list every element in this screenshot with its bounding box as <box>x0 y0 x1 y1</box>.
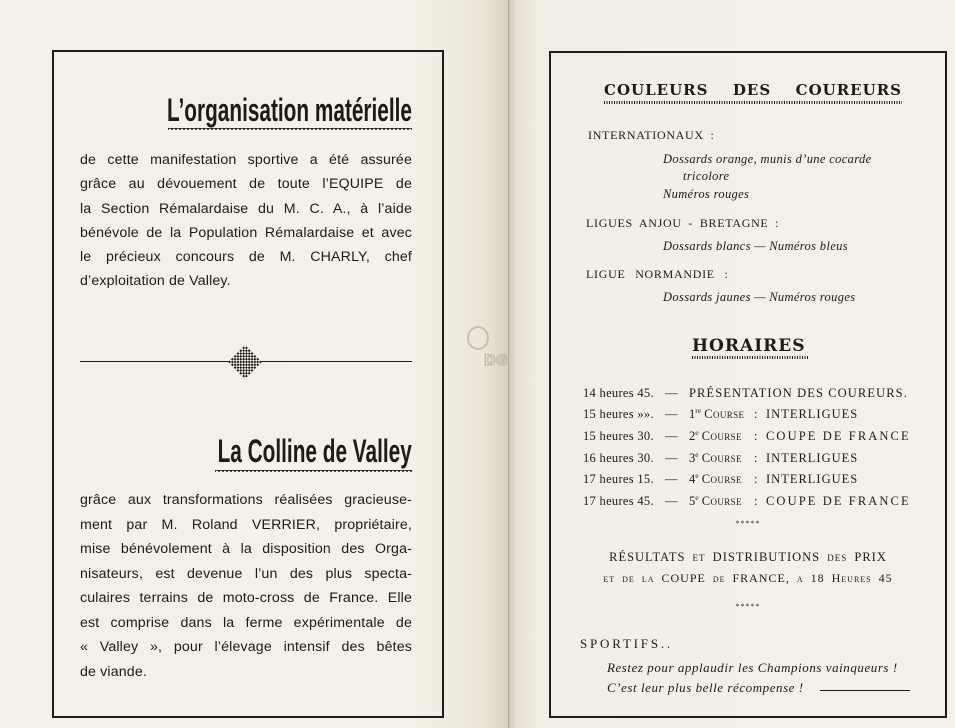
schedule-event: PRÉSENTATION DES COUREURS. <box>689 386 908 400</box>
schedule-row <box>583 450 918 466</box>
group-label: INTERNATIONAUX : <box>588 128 715 142</box>
course-num: 3 <box>689 451 696 465</box>
course-word: Course <box>704 407 745 421</box>
results-word: des <box>827 550 848 564</box>
text-line: grâce au dévouement de toute l’EQUIPE de <box>80 176 412 193</box>
course-num: 1 <box>689 407 696 421</box>
course-word: Course <box>701 429 742 443</box>
colors-title-underline <box>604 101 902 104</box>
stamp-logo-icon <box>467 326 489 350</box>
text-line: d’exploitation de Valley. <box>80 273 231 290</box>
group-detail: tricolore <box>683 169 730 183</box>
text-line: « Valley », pour l’élevage intensif des bêtes <box>80 639 412 655</box>
text-line: de cette manifestation sportive a été assurée <box>80 152 412 168</box>
text-line: de viande. <box>80 663 147 680</box>
schedule-dash: — <box>665 451 678 465</box>
asterisk-separator: ***** <box>735 519 761 528</box>
schedule-dash: — <box>665 407 678 421</box>
course-num: 5 <box>689 494 696 508</box>
results-word: et de la <box>603 571 655 585</box>
text-line: la Section Rémalardaise du M. C. A., à l’aide <box>80 200 412 217</box>
text-line: bénévole de la Population Rémalardaise et avec <box>80 224 412 241</box>
schedule-row <box>583 428 918 444</box>
text-line: est comprise dans la ferme expérimentale de <box>80 614 412 631</box>
schedule-event: INTERLIGUES <box>766 472 859 486</box>
course-number <box>689 471 742 487</box>
schedule-time: 16 heures 30. <box>583 451 654 465</box>
schedule-event: INTERLIGUES <box>766 451 859 465</box>
schedule-time: 15 heures »». <box>583 407 654 421</box>
colline-paragraph <box>80 488 412 684</box>
text-line: ment par M. Roland VERRIER, propriétaire, <box>80 516 412 533</box>
schedule-title-underline <box>692 356 808 359</box>
schedule-row <box>583 493 918 509</box>
group-detail: Dossards jaunes — Numéros rouges <box>663 290 856 304</box>
course-number <box>689 406 744 422</box>
results-word: RÉSULTATS <box>609 550 686 564</box>
course-num: 4 <box>689 472 696 486</box>
text-line: le précieux concours de M. CHARLY, chef <box>80 249 412 266</box>
asterisk-separator: ***** <box>735 602 761 611</box>
group-label: LIGUE NORMANDIE : <box>586 267 729 281</box>
schedule-dash: — <box>665 429 678 443</box>
colline-title-underline <box>215 470 412 475</box>
results-word: et <box>692 550 706 564</box>
schedule-row <box>583 385 918 401</box>
course-word: Course <box>701 451 742 465</box>
schedule-time: 17 heures 15. <box>583 472 654 486</box>
text-line: culaires terrains de moto-cross de France. Elle <box>80 590 412 606</box>
schedule-colon: : <box>754 407 758 421</box>
group-detail: Dossards blancs — Numéros bleus <box>663 239 848 253</box>
results-word: DISTRIBUTIONS <box>712 550 821 564</box>
sportifs-line: C’est leur plus belle récompense ! <box>607 680 804 695</box>
results-word: PRIX <box>854 550 887 564</box>
schedule-colon: : <box>754 494 758 508</box>
colors-title: COULEURS DES COUREURS <box>604 81 902 99</box>
results-line-2 <box>549 570 947 586</box>
text-line: grâce aux transformations réalisées gracieuse- <box>80 492 412 508</box>
schedule-time: 15 heures 30. <box>583 429 654 443</box>
schedule-colon: : <box>754 429 758 443</box>
group-label: LIGUES ANJOU - BRETAGNE : <box>586 216 780 230</box>
course-ordinal: e <box>695 428 699 437</box>
course-word: Course <box>701 494 742 508</box>
schedule-dash: — <box>665 472 678 486</box>
organisation-title-underline <box>168 128 412 133</box>
group-detail: Dossards orange, munis d’une cocarde <box>663 152 872 166</box>
course-ordinal: e <box>695 493 699 502</box>
results-word: FRANCE, <box>732 571 790 585</box>
organisation-title: L’organisation matérielle <box>166 92 412 128</box>
course-number <box>689 493 742 509</box>
schedule-event: COUPE DE FRANCE <box>766 429 911 443</box>
schedule-row <box>583 406 918 422</box>
course-ordinal: e <box>695 471 699 480</box>
organisation-paragraph <box>80 148 412 294</box>
schedule-row <box>583 471 918 487</box>
course-number <box>689 428 742 444</box>
text-line: nisateurs, est devenue l’un des plus specta- <box>80 565 412 582</box>
closing-rule <box>820 690 910 691</box>
results-word: de <box>712 571 726 585</box>
results-word: COUPE <box>661 571 706 585</box>
schedule-colon: : <box>754 472 758 486</box>
schedule-time: 14 heures 45. <box>583 386 654 400</box>
schedule-dash: — <box>665 494 678 508</box>
schedule-colon: : <box>754 451 758 465</box>
course-ordinal: re <box>695 406 702 415</box>
page-fold <box>508 0 509 728</box>
course-num: 2 <box>689 429 696 443</box>
schedule-time: 17 heures 45. <box>583 494 654 508</box>
stamp-text: DG <box>484 353 509 369</box>
results-word: a 18 Heures 45 <box>796 571 893 585</box>
schedule-event: INTERLIGUES <box>766 407 859 421</box>
course-word: Course <box>701 472 742 486</box>
sportifs-line: Restez pour applaudir les Champions vainqueurs ! <box>607 660 898 675</box>
colline-title: La Colline de Valley <box>217 433 412 469</box>
schedule-title: HORAIRES <box>692 336 806 356</box>
schedule-dash: — <box>665 386 678 400</box>
course-ordinal: e <box>695 450 699 459</box>
sportifs-heading: SPORTIFS.. <box>580 636 673 651</box>
text-line: mise bénévolement à la disposition des Orga- <box>80 541 412 557</box>
course-number <box>689 450 742 466</box>
group-detail: Numéros rouges <box>663 187 750 201</box>
schedule-event: COUPE DE FRANCE <box>766 494 911 508</box>
results-line-1 <box>549 549 947 565</box>
